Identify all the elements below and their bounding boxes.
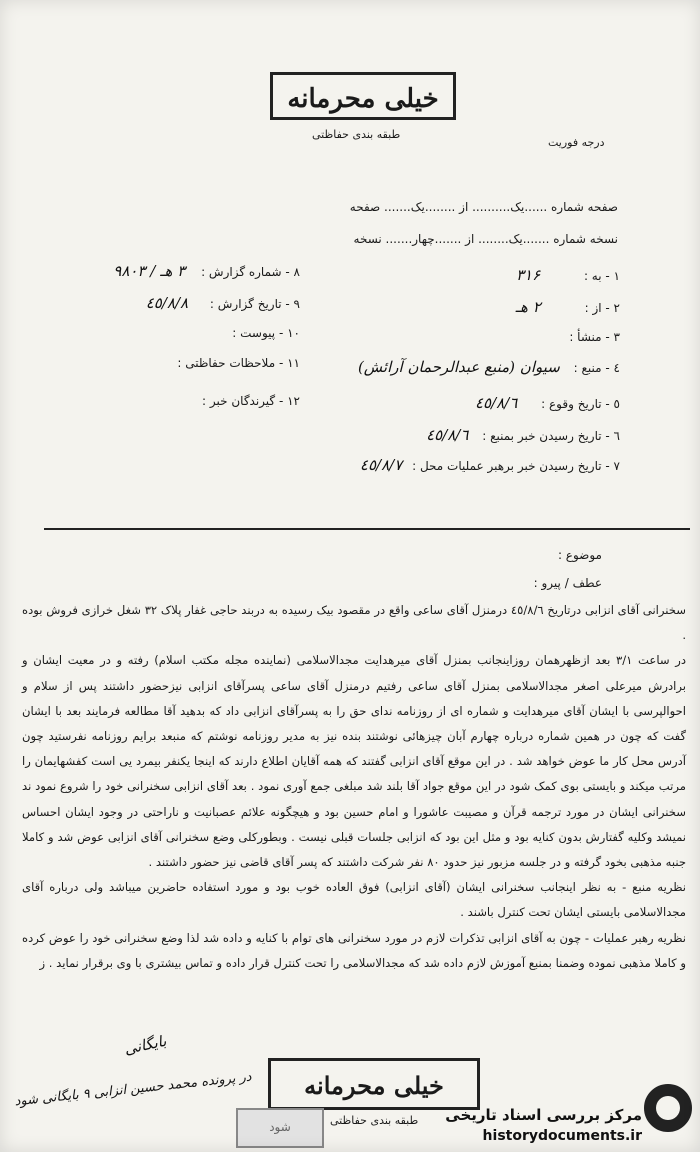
reference-label: عطف / پیرو :: [533, 576, 602, 590]
field-to: [516, 266, 620, 284]
field-label: ۱ - به :: [583, 269, 620, 283]
copy-number-line: نسخه شماره .......یک........ از .......چهار....... نسخه: [353, 232, 618, 246]
field-label: ٧ - تاریخ رسیدن خبر برهبر عملیات محل :: [412, 459, 620, 473]
field-label: ٦ - تاریخ رسیدن خبر بمنبع :: [482, 429, 620, 443]
field-origin: [569, 330, 620, 344]
field-label: ١٢ - گیرندگان خبر :: [202, 394, 300, 408]
archive-logo-icon: [644, 1084, 692, 1132]
field-event-date: [475, 394, 620, 412]
field-value: ٤٥/٨/٦: [426, 426, 469, 444]
body-paragraph: نظریه منبع - به نظر اینجانب سخنرانی ایشان (آقای انزابی) فوق العاده خوب بود و مورد استفاده حاضرین میباشد ولی درباره آقای مجدالاسلامی بایستی ایشان تحت کنترل باشند .: [22, 880, 686, 920]
top-stamp: خیلی محرمانه: [270, 72, 456, 120]
bottom-security-class-label: طبقه بندی حفاظتی: [330, 1114, 419, 1127]
field-security-notes: [50, 356, 300, 370]
field-source: [358, 358, 620, 376]
watermark-url: historydocuments.ir: [482, 1128, 642, 1144]
field-from: [516, 298, 620, 316]
field-recipients: [50, 394, 300, 408]
grey-archive-stamp: شود: [236, 1108, 324, 1148]
field-label: ١٠ - پیوست :: [232, 326, 300, 340]
field-label: ٩ - تاریخ گزارش :: [209, 297, 300, 311]
field-report-date: [50, 294, 300, 312]
field-value: ۳۱۶: [515, 266, 541, 284]
field-value: ۲ هـ: [515, 298, 541, 316]
body-paragraph: سخنرانی آقای انزابی درتاریخ ٤٥/٨/٦ درمنزل آقای ساعی واقع در مقصود بیک رسیده به دربند حاجی غفار پلاک ۳۲ شغل خرازی فروش بوده .: [22, 603, 686, 643]
body-paragraph: نظریه رهبر عملیات - چون به آقای انزابی تذکرات لازم در مورد سخنرانی های توام با کنایه و داده شد لذا وضع سخنرانی خود را عوض کرده و کاملا مذهبی نموده وضمنا بمنبع آموزش لازم داده شد که مجدالاسلامی را تحت کنترل قرار داده و تماس بیشتری با وی برقرار نماید . ز: [22, 930, 686, 970]
body-paragraph: در ساعت ۳/۱ بعد ازظهرهمان روزاینجانب بمنزل آقای میرهدایت مجدالاسلامی (نماینده مجله مکتب اسلام) رفته و در معیت ایشان و برادرش میرعلی اصغر مجدالاسلامی بمنزل آقای ساعی رفتیم درمنزل آقای ساعی پسرآقای انزابی نیزحضور داشتند پس از سلام و احوالپرسی با ایشان آقای میرهدایت و شماره ای از روزنامه ندای حق را به پسرآقای انزابی داد که بدهید آقا مطالعه فرمایند بعد با ایشان گفت که چون در همین شماره درباره چهارم آبان چیزهائی نوشتند بنده نیز به مدیر روزنامه نوشتم که منبعد برایم روزنامه نفرستید چون آدرس محل کار ما عوض خواهد شد . در این موقع آقای انزابی گفتند که همه آقایان اطلاع دارند که اینجا یکنفر بیمرد یی است کفشهایمان را مرتب میکند و بایستی بوی کمک شود در این موقع جواد آقا بلند شد مبلغی جمع آوری نمود . بعد آقای انزابی سخنرانی خود را شروع نمود ند سخنرانی ایشان در مورد ترجمه قرآن و مصیبت عاشورا و امام حسین بود و هیچگونه علائم عصبانیت و ناراحتی در وجود ایشان احساس نمیشد وکلیه گفتارش بدون کنایه بود و مثل این بود که انزابی جلسات قبلی نیست . وبطورکلی وضع سخنرانی آقای انزابی عوض شد و کاملا جنبه مذهبی بخود گرفته و در جلسه مزبور نیز حدود ٨٠ نفر شرکت داشتند که پسر آقای قاضی نیز حضور داشتند .: [22, 653, 686, 870]
field-operations-received-date: [360, 456, 620, 474]
watermark-title: مرکز بررسی اسناد تاریخی: [445, 1106, 642, 1124]
field-label: ۲ - از :: [584, 301, 620, 315]
page-number-line: صفحه شماره ......یک.......... از ........یک....... صفحه: [349, 200, 618, 214]
field-value: ٤٥/٨/٨: [145, 294, 189, 312]
field-value: ٤٥/٨/٦: [474, 394, 518, 412]
field-label: ٥ - تاریخ وقوع :: [541, 397, 620, 411]
field-report-number: [50, 262, 300, 280]
field-source-received-date: [426, 426, 620, 444]
field-attachment: [50, 326, 300, 340]
priority-label: درجه فوریت: [548, 136, 605, 149]
handwritten-note-file: در پرونده محمد حسین انزابی ۹ بایگانی شود: [13, 1069, 253, 1110]
field-label: ٤ - منبع :: [573, 361, 620, 375]
subject-label: موضوع :: [557, 548, 602, 562]
field-label: ۳ - منشأ :: [569, 330, 620, 344]
field-value: سیوان (منبع عبدالرحمان آرائش): [357, 358, 560, 376]
field-value: ٤٥/٨/٧: [359, 456, 403, 474]
field-label: ۸ - شماره گزارش :: [201, 265, 300, 279]
field-value: ۳ هـ / ٩٨٠٣: [113, 262, 186, 280]
report-body: [22, 598, 686, 976]
handwritten-note-archive: بایگانی: [122, 1031, 168, 1059]
security-class-label: طبقه بندی حفاظتی: [312, 128, 401, 141]
section-divider: [44, 528, 690, 530]
field-label: ١١ - ملاحظات حفاظتی :: [177, 356, 300, 370]
bottom-stamp: خیلی محرمانه: [268, 1058, 480, 1110]
